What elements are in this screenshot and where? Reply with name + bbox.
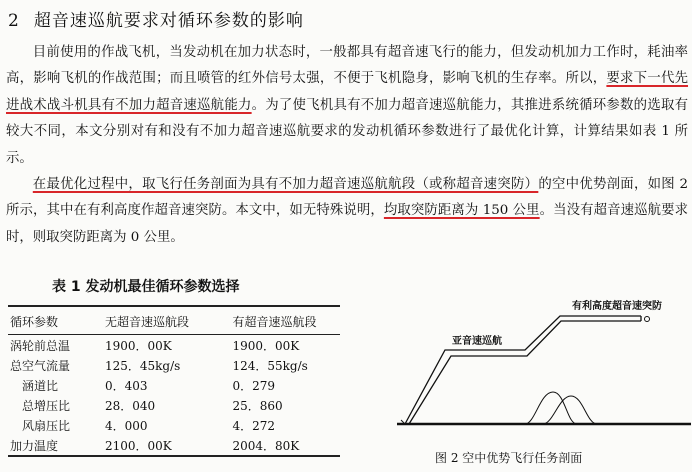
return-path (409, 321, 641, 424)
table-row (8, 335, 340, 356)
header-with-cruise: 有超音速巡航段 (212, 306, 340, 335)
value-no-cruise: 125．45kg/s (104, 358, 181, 373)
value-no-cruise: 0．403 (104, 378, 148, 393)
param-name: 加力温度 (8, 435, 85, 456)
table-row (8, 395, 340, 415)
param-name: 涡轮前总温 (10, 338, 71, 353)
p2-underlined-b: 均取突防距离为 150 公里 (383, 203, 540, 219)
value-with-cruise: 25．860 (232, 398, 283, 413)
param-name: 总增压比 (22, 398, 71, 413)
cycle-parameter-table (8, 305, 340, 457)
label-subsonic-cruise: 亚音速巡航 (452, 336, 502, 347)
p2-underlined-a: 在最优化过程中，取飞行任务剖面为具有不加力超音速巡航航段（或称超音速突防） (32, 177, 539, 193)
value-with-cruise: 2004．80K (212, 435, 340, 456)
section-number: 2 (8, 11, 20, 31)
value-with-cruise: 1900．00K (232, 338, 300, 353)
param-name: 风扇压比 (22, 418, 71, 433)
header-param: 循环参数 (8, 306, 85, 335)
combat-hump-2 (543, 396, 597, 424)
endpoint-marker (645, 317, 650, 322)
paragraph-2 (6, 172, 688, 251)
value-no-cruise: 2100．00K (85, 435, 213, 456)
p1-text-a: 目前使用的作战飞机，当发动机在加力状态时，一般都具有超音速飞行的能力，但发动机加力工作时，耗油率高，影响飞机的作战范围；而且喷管的红外信号太强，不便于飞机隐身，影响飞机的生存率。所以， (6, 45, 688, 87)
table-title: 表 1 发动机最佳循环参数选择 (52, 279, 240, 295)
section-heading (8, 6, 304, 31)
value-no-cruise: 1900．00K (104, 338, 172, 353)
header-no-cruise: 无超音速巡航段 (85, 306, 213, 335)
table-row (8, 355, 340, 375)
figure-caption: 图 2 空中优势飞行任务剖面 (435, 451, 583, 465)
paragraph-1 (6, 40, 688, 172)
p2-text-b: 。当没有超音速巡航要求时，则取突防距离为 0 公里。 (6, 203, 688, 245)
value-with-cruise: 124．55kg/s (232, 358, 308, 373)
mission-profile-figure (355, 288, 691, 472)
table-row (8, 415, 340, 435)
table-header-row (8, 306, 340, 335)
body-text (6, 40, 688, 251)
p1-underlined: 要求下一代先进战术战斗机具有不加力超音速巡航能力 (6, 71, 689, 113)
section-title: 超音速巡航要求对循环参数的影响 (33, 11, 304, 31)
param-name: 总空气流量 (10, 358, 71, 373)
value-no-cruise: 4．000 (104, 418, 148, 433)
table-row (8, 435, 340, 456)
value-with-cruise: 4．272 (232, 418, 276, 433)
combat-hump-1 (525, 392, 577, 424)
outbound-path (405, 316, 641, 424)
p1-text-b: 。为了使飞机具有不加力超音速巡航能力，其推进系统循环参数的选取有较大不同，本文分别对有和没有不加力超音速巡航要求的发动机循环参数进行了最优化计算，计算结果如表 1 所示。 (6, 97, 689, 166)
value-no-cruise: 28．040 (104, 398, 156, 413)
p2-text-a: 的空中优势剖面，如图 2 所示，其中在有利高度作超音速突防。本文中，如无特殊说明， (6, 177, 689, 219)
param-name: 涵道比 (22, 378, 59, 393)
value-with-cruise: 0．279 (232, 378, 276, 393)
label-supersonic-dash: 有利高度超音速突防 (572, 301, 662, 312)
table-row (8, 375, 340, 395)
